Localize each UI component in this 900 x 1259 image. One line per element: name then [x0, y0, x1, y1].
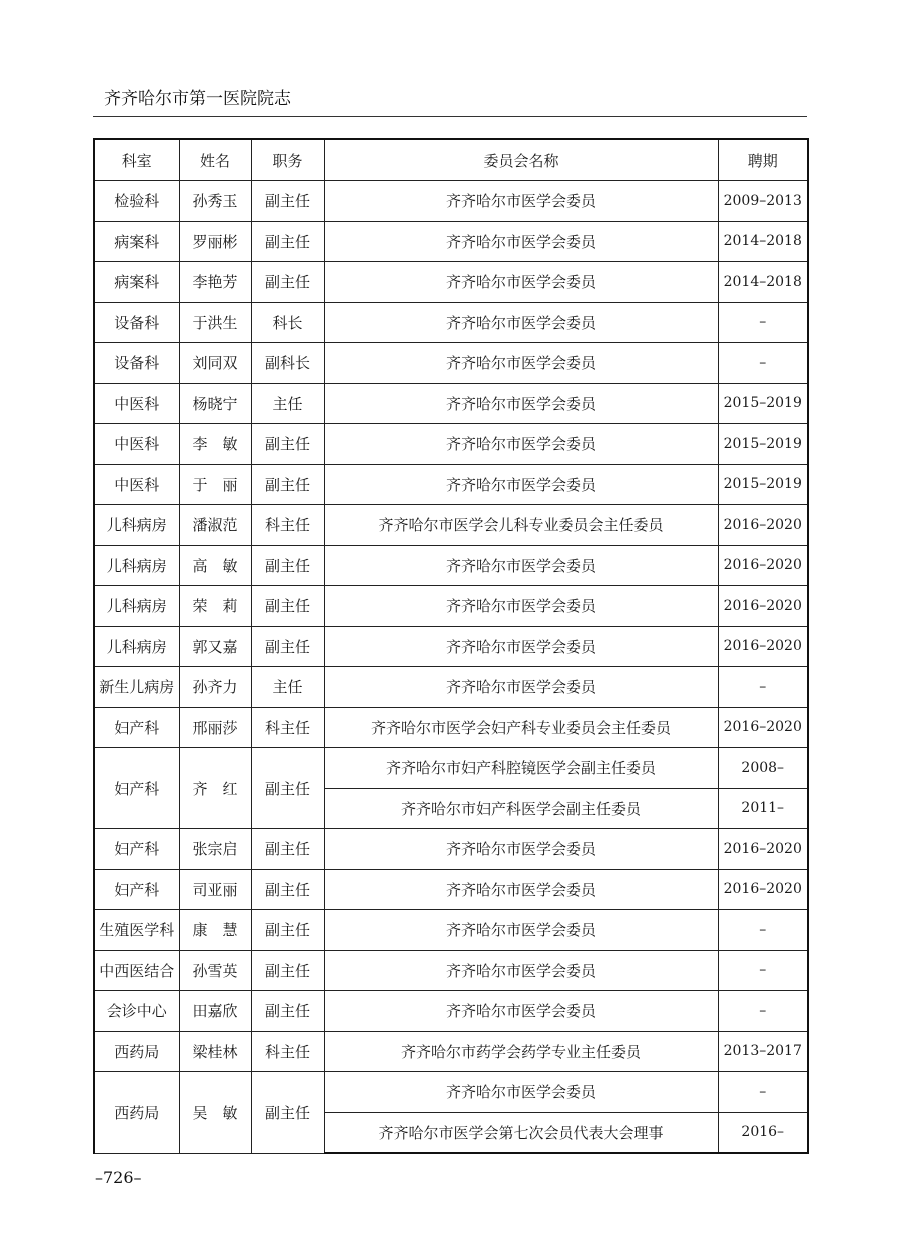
- cell-dept: 设备科: [94, 343, 179, 384]
- cell-name: 潘淑范: [179, 505, 251, 546]
- table-row: [94, 586, 808, 627]
- cell-committee: 齐齐哈尔市医学会委员: [324, 910, 718, 951]
- cell-name: 田嘉欣: [179, 991, 251, 1032]
- cell-dept: 妇产科: [94, 748, 179, 829]
- cell-name: 高 敏: [179, 545, 251, 586]
- cell-term: –: [718, 991, 808, 1032]
- cell-committee: 齐齐哈尔市医学会委员: [324, 221, 718, 262]
- cell-term: 2015–2019: [718, 383, 808, 424]
- cell-term: 2016–2020: [718, 707, 808, 748]
- table-row: [94, 869, 808, 910]
- cell-position: 副科长: [251, 343, 324, 384]
- cell-term: –: [718, 1072, 808, 1113]
- cell-dept: 中医科: [94, 424, 179, 465]
- table-row: [94, 950, 808, 991]
- page-title: 齐齐哈尔市第一医院院志: [104, 89, 291, 109]
- cell-dept: 妇产科: [94, 707, 179, 748]
- cell-position: 副主任: [251, 748, 324, 829]
- cell-name: 齐 红: [179, 748, 251, 829]
- cell-position: 副主任: [251, 181, 324, 222]
- table-row: [94, 910, 808, 951]
- cell-name: 罗丽彬: [179, 221, 251, 262]
- cell-position: 副主任: [251, 910, 324, 951]
- cell-position: 副主任: [251, 424, 324, 465]
- cell-name: 张宗启: [179, 829, 251, 870]
- cell-term: 2016–2020: [718, 545, 808, 586]
- table-body: [94, 181, 808, 1154]
- cell-term: 2016–2020: [718, 829, 808, 870]
- cell-dept: 检验科: [94, 181, 179, 222]
- cell-term: 2013–2017: [718, 1031, 808, 1072]
- table-row: [94, 829, 808, 870]
- cell-name: 李 敏: [179, 424, 251, 465]
- table-row: [94, 667, 808, 708]
- cell-term: 2016–2020: [718, 869, 808, 910]
- cell-term: 2011–: [718, 788, 808, 829]
- cell-term: 2009–2013: [718, 181, 808, 222]
- column-header-committee: 委员会名称: [324, 139, 718, 181]
- cell-term: 2014–2018: [718, 262, 808, 303]
- cell-name: 郭又嘉: [179, 626, 251, 667]
- table-row: [94, 302, 808, 343]
- cell-position: 主任: [251, 667, 324, 708]
- cell-position: 科主任: [251, 707, 324, 748]
- cell-name: 梁桂林: [179, 1031, 251, 1072]
- cell-position: 副主任: [251, 586, 324, 627]
- cell-dept: 会诊中心: [94, 991, 179, 1032]
- cell-committee: 齐齐哈尔市医学会委员: [324, 464, 718, 505]
- cell-term: –: [718, 910, 808, 951]
- cell-name: 康 慧: [179, 910, 251, 951]
- cell-term: 2016–2020: [718, 505, 808, 546]
- cell-term: 2008–: [718, 748, 808, 789]
- cell-committee: 齐齐哈尔市医学会委员: [324, 181, 718, 222]
- table-row: [94, 1072, 808, 1113]
- cell-committee: 齐齐哈尔市医学会委员: [324, 950, 718, 991]
- table-row: [94, 545, 808, 586]
- cell-dept: 儿科病房: [94, 505, 179, 546]
- table-row: [94, 383, 808, 424]
- cell-term: –: [718, 667, 808, 708]
- cell-dept: 中西医结合: [94, 950, 179, 991]
- cell-position: 副主任: [251, 991, 324, 1032]
- cell-committee: 齐齐哈尔市医学会委员: [324, 626, 718, 667]
- cell-position: 副主任: [251, 626, 324, 667]
- cell-dept: 儿科病房: [94, 626, 179, 667]
- cell-dept: 病案科: [94, 221, 179, 262]
- table-row: [94, 626, 808, 667]
- cell-name: 荣 莉: [179, 586, 251, 627]
- cell-dept: 儿科病房: [94, 586, 179, 627]
- cell-dept: 新生儿病房: [94, 667, 179, 708]
- cell-dept: 西药局: [94, 1031, 179, 1072]
- cell-committee: 齐齐哈尔市医学会委员: [324, 424, 718, 465]
- cell-position: 副主任: [251, 221, 324, 262]
- cell-term: 2016–2020: [718, 586, 808, 627]
- cell-name: 邢丽莎: [179, 707, 251, 748]
- cell-committee: 齐齐哈尔市医学会委员: [324, 869, 718, 910]
- cell-position: 主任: [251, 383, 324, 424]
- table-row: [94, 464, 808, 505]
- column-header-dept: 科室: [94, 139, 179, 181]
- cell-position: 科主任: [251, 505, 324, 546]
- table-row: [94, 505, 808, 546]
- table-row: [94, 424, 808, 465]
- cell-committee: 齐齐哈尔市医学会妇产科专业委员会主任委员: [324, 707, 718, 748]
- cell-name: 李艳芳: [179, 262, 251, 303]
- column-header-position: 职务: [251, 139, 324, 181]
- cell-position: 副主任: [251, 829, 324, 870]
- cell-term: –: [718, 302, 808, 343]
- cell-dept: 中医科: [94, 383, 179, 424]
- table-row: [94, 262, 808, 303]
- cell-name: 刘同双: [179, 343, 251, 384]
- cell-dept: 儿科病房: [94, 545, 179, 586]
- cell-dept: 妇产科: [94, 829, 179, 870]
- cell-position: 副主任: [251, 464, 324, 505]
- cell-position: 副主任: [251, 1072, 324, 1154]
- cell-committee: 齐齐哈尔市医学会委员: [324, 829, 718, 870]
- cell-position: 副主任: [251, 869, 324, 910]
- cell-name: 于洪生: [179, 302, 251, 343]
- cell-dept: 生殖医学科: [94, 910, 179, 951]
- cell-term: –: [718, 343, 808, 384]
- cell-committee: 齐齐哈尔市医学会委员: [324, 667, 718, 708]
- cell-dept: 中医科: [94, 464, 179, 505]
- cell-dept: 妇产科: [94, 869, 179, 910]
- cell-position: 副主任: [251, 545, 324, 586]
- cell-committee: 齐齐哈尔市医学会委员: [324, 302, 718, 343]
- cell-term: 2016–: [718, 1112, 808, 1153]
- cell-term: 2015–2019: [718, 424, 808, 465]
- committee-roster-table: [93, 138, 809, 1154]
- table-row: [94, 181, 808, 222]
- cell-name: 吴 敏: [179, 1072, 251, 1154]
- cell-name: 于 丽: [179, 464, 251, 505]
- cell-dept: 设备科: [94, 302, 179, 343]
- cell-position: 副主任: [251, 950, 324, 991]
- cell-committee: 齐齐哈尔市医学会第七次会员代表大会理事: [324, 1112, 718, 1153]
- cell-committee: 齐齐哈尔市药学会药学专业主任委员: [324, 1031, 718, 1072]
- cell-term: –: [718, 950, 808, 991]
- table-row: [94, 707, 808, 748]
- column-header-name: 姓名: [179, 139, 251, 181]
- cell-committee: 齐齐哈尔市医学会儿科专业委员会主任委员: [324, 505, 718, 546]
- table-row: [94, 1031, 808, 1072]
- cell-committee: 齐齐哈尔市医学会委员: [324, 262, 718, 303]
- table-row: [94, 991, 808, 1032]
- table-row: [94, 748, 808, 789]
- cell-name: 杨晓宁: [179, 383, 251, 424]
- table-row: [94, 221, 808, 262]
- header-divider: [93, 116, 807, 117]
- cell-name: 孙齐力: [179, 667, 251, 708]
- cell-dept: 西药局: [94, 1072, 179, 1154]
- cell-term: 2014–2018: [718, 221, 808, 262]
- cell-committee: 齐齐哈尔市医学会委员: [324, 545, 718, 586]
- table-header-row: [94, 139, 808, 181]
- cell-committee: 齐齐哈尔市医学会委员: [324, 991, 718, 1032]
- column-header-term: 聘期: [718, 139, 808, 181]
- cell-term: 2015–2019: [718, 464, 808, 505]
- table-row: [94, 343, 808, 384]
- cell-position: 副主任: [251, 262, 324, 303]
- cell-position: 科主任: [251, 1031, 324, 1072]
- cell-committee: 齐齐哈尔市医学会委员: [324, 383, 718, 424]
- cell-name: 司亚丽: [179, 869, 251, 910]
- cell-dept: 病案科: [94, 262, 179, 303]
- cell-committee: 齐齐哈尔市妇产科医学会副主任委员: [324, 788, 718, 829]
- cell-position: 科长: [251, 302, 324, 343]
- cell-committee: 齐齐哈尔市妇产科腔镜医学会副主任委员: [324, 748, 718, 789]
- cell-committee: 齐齐哈尔市医学会委员: [324, 1072, 718, 1113]
- cell-name: 孙秀玉: [179, 181, 251, 222]
- cell-committee: 齐齐哈尔市医学会委员: [324, 586, 718, 627]
- cell-committee: 齐齐哈尔市医学会委员: [324, 343, 718, 384]
- cell-name: 孙雪英: [179, 950, 251, 991]
- cell-term: 2016–2020: [718, 626, 808, 667]
- page-number: –726–: [95, 1168, 142, 1187]
